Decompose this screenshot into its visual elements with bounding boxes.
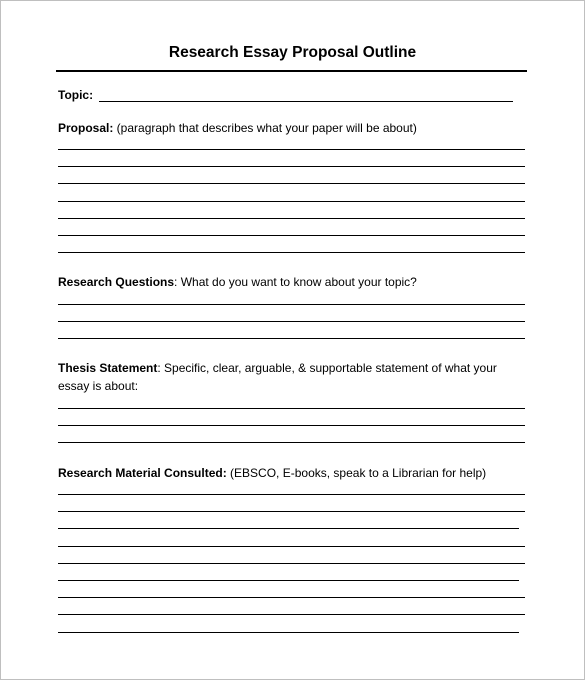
research-questions-write-line[interactable] (58, 338, 525, 339)
thesis-statement-write-line[interactable] (58, 408, 525, 409)
topic-row (58, 86, 513, 102)
research-material-write-line[interactable] (58, 563, 525, 564)
thesis-statement-description: : Specific, clear, arguable, & supportable statement of what your essay is about: (58, 361, 497, 393)
topic-label: Topic: (58, 88, 94, 102)
research-material-label: Research Material Consulted: (58, 466, 227, 480)
research-material-section-label (58, 464, 508, 482)
research-material-write-line[interactable] (58, 511, 525, 512)
proposal-write-line[interactable] (58, 252, 525, 253)
proposal-description: (paragraph that describes what your paper will be about) (113, 121, 417, 135)
research-material-write-line[interactable] (58, 632, 519, 633)
topic-input-line[interactable] (99, 89, 513, 102)
proposal-write-line[interactable] (58, 166, 525, 167)
research-questions-write-line[interactable] (58, 304, 525, 305)
proposal-section-label (58, 119, 508, 137)
research-material-description: (EBSCO, E-books, speak to a Librarian for help) (226, 466, 487, 480)
research-questions-section-label (58, 273, 508, 291)
thesis-statement-section-label (58, 359, 506, 395)
title-divider (56, 70, 527, 72)
research-material-write-line[interactable] (58, 614, 525, 615)
proposal-write-line[interactable] (58, 201, 525, 202)
research-material-write-line[interactable] (58, 597, 525, 598)
page-title: Research Essay Proposal Outline (168, 44, 417, 61)
proposal-write-line[interactable] (58, 183, 525, 184)
research-questions-label: Research Questions (58, 275, 175, 289)
research-questions-description: : What do you want to know about your topic? (174, 275, 417, 289)
proposal-label: Proposal: (58, 121, 114, 135)
proposal-write-line[interactable] (58, 149, 525, 150)
research-material-write-line[interactable] (58, 546, 525, 547)
proposal-write-line[interactable] (58, 235, 525, 236)
thesis-statement-write-line[interactable] (58, 442, 525, 443)
research-material-write-line[interactable] (58, 494, 525, 495)
thesis-statement-label: Thesis Statement (58, 361, 158, 375)
research-material-write-line[interactable] (58, 580, 519, 581)
thesis-statement-write-line[interactable] (58, 425, 525, 426)
proposal-write-line[interactable] (58, 218, 525, 219)
research-material-write-line[interactable] (58, 528, 519, 529)
research-questions-write-line[interactable] (58, 321, 525, 322)
